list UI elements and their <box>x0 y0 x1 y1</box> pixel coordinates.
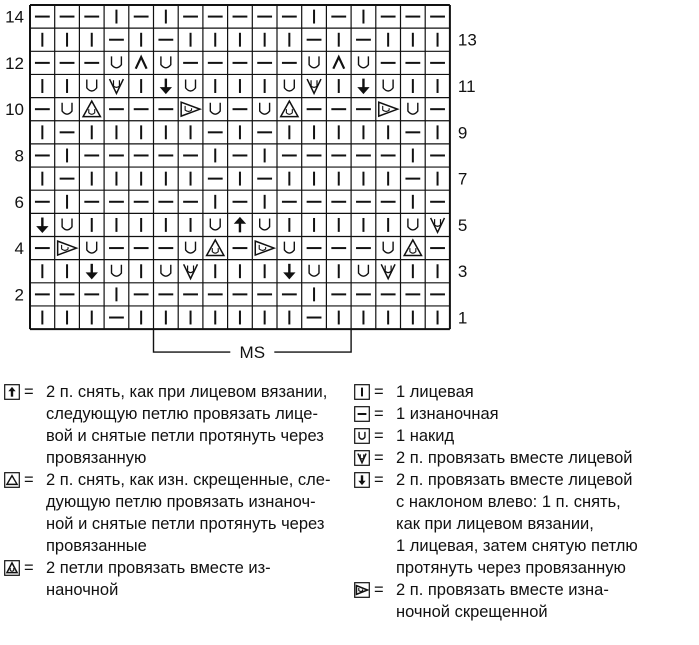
chart-cell <box>260 103 270 114</box>
legend-text: как при лицевом вязании, <box>396 515 594 533</box>
legend-entry-line <box>354 513 699 535</box>
chart-cell <box>283 264 295 280</box>
legend-text: дующую петлю провязать изнаноч- <box>46 493 316 511</box>
row-number-left: 4 <box>14 239 24 259</box>
row-number-right: 9 <box>457 123 468 143</box>
equals-sign: = <box>24 559 34 577</box>
legend-entry-line <box>354 601 699 623</box>
repeat-label: MS <box>239 343 266 363</box>
legend-entry-line <box>4 425 354 447</box>
chart-cell <box>62 218 72 229</box>
repeat-bracket-right <box>274 329 351 352</box>
chart-cell <box>186 242 196 253</box>
chart-cell <box>87 242 97 253</box>
chart-cell <box>379 102 398 116</box>
row-number-right: 13 <box>457 30 477 50</box>
legend-text: следующую петлю провязать лице- <box>46 405 318 423</box>
chart-cell <box>207 240 224 256</box>
chart-cell <box>404 240 421 256</box>
row-number-right: 11 <box>457 77 476 97</box>
equals-sign: = <box>24 383 34 401</box>
legend-text: провязанную <box>46 449 147 467</box>
legend-text: ной и снятые петли протянуть через <box>46 515 325 533</box>
chart-cell <box>408 218 418 229</box>
chart-cell <box>87 80 97 91</box>
legend-text: наночной <box>46 581 119 599</box>
chart-cell <box>184 264 198 278</box>
p2tog-tbl-icon <box>354 582 370 598</box>
legend-text: вой и снятые петли протянуть через <box>46 427 324 445</box>
row-number-left: 2 <box>14 285 24 305</box>
chart-cell <box>359 265 369 276</box>
legend-text: 1 лицевая <box>396 383 474 401</box>
legend-text: 1 лицевая, затем снятую петлю <box>396 537 638 555</box>
chart-cell <box>381 264 395 278</box>
legend-text: 2 п. снять, как изн. скрещенные, сле- <box>46 471 331 489</box>
chart-cell <box>359 56 369 67</box>
legend-entry-line <box>4 447 354 469</box>
legend-entry <box>354 579 699 601</box>
row-number-right: 1 <box>457 308 468 328</box>
chart-cell <box>112 265 122 276</box>
row-number-left: 14 <box>5 7 24 27</box>
arrow-down-icon <box>354 472 370 488</box>
legend-entry <box>354 403 699 425</box>
chart-cell <box>284 242 294 253</box>
chart-cell <box>112 56 122 67</box>
chart-cell <box>83 101 100 117</box>
chart-cell <box>58 241 77 255</box>
chart-cell <box>161 265 171 276</box>
legend-entry-line <box>354 535 699 557</box>
repeat-bracket-left <box>154 329 231 352</box>
purl-icon <box>354 406 370 422</box>
chart-cell <box>383 242 393 253</box>
equals-sign: = <box>374 449 384 467</box>
legend-entry <box>354 425 699 447</box>
row-number-right: 3 <box>457 262 468 282</box>
purl2tog-icon <box>4 560 20 576</box>
chart-cell <box>255 241 274 255</box>
legend-text: провязанные <box>46 537 147 555</box>
legend-entry <box>4 557 354 579</box>
row-number-right: 5 <box>457 215 468 235</box>
row-number-left: 6 <box>14 192 24 212</box>
chart-cell <box>234 217 246 233</box>
chart-cell <box>309 265 319 276</box>
legend-entry-line <box>4 491 354 513</box>
legend-entry <box>354 469 699 491</box>
legend-left <box>4 381 354 601</box>
legend-text: 2 петли провязать вместе из- <box>46 559 271 577</box>
legend-entry-line <box>354 491 699 513</box>
chart-cell <box>284 80 294 91</box>
chart-cell <box>431 218 445 232</box>
legend-text: ночной скрещенной <box>396 603 548 621</box>
chart-cell <box>281 101 298 117</box>
legend-text: 1 накид <box>396 427 455 445</box>
row-number-right: 7 <box>457 169 468 189</box>
legend-entry-line <box>4 535 354 557</box>
chart-cell <box>110 79 124 93</box>
legend-entry-line <box>4 579 354 601</box>
legend-text: с наклоном влево: 1 п. снять, <box>396 493 621 511</box>
chart-cell <box>210 218 220 229</box>
chart-cell <box>210 103 220 114</box>
equals-sign: = <box>374 383 384 401</box>
chart-cell <box>36 218 48 234</box>
k2tog-icon <box>354 450 370 466</box>
row-number-left: 10 <box>5 100 24 120</box>
legend-text: 2 п. провязать вместе изна- <box>396 581 609 599</box>
legend-entry-line <box>4 513 354 535</box>
chart-cell <box>383 80 393 91</box>
legend-entry-line <box>4 403 354 425</box>
legend-entry <box>4 469 354 491</box>
knit-icon <box>354 384 370 400</box>
legend-entry <box>354 447 699 469</box>
chart-cell <box>260 218 270 229</box>
equals-sign: = <box>374 471 384 489</box>
chart-cell <box>86 264 98 280</box>
chart-cell <box>181 102 200 116</box>
chart-cell <box>62 103 72 114</box>
equals-sign: = <box>374 405 384 423</box>
yo-icon <box>354 428 370 444</box>
chart-cell <box>161 56 171 67</box>
chart-cell <box>307 79 321 93</box>
legend-entry-line <box>354 557 699 579</box>
chart-cell <box>160 79 172 95</box>
legend-entry <box>4 381 354 403</box>
row-number-left: 8 <box>14 146 24 166</box>
chart-cell <box>357 79 369 95</box>
legend-text: 2 п. провязать вместе лицевой <box>396 471 633 489</box>
chart-cell <box>136 57 147 69</box>
row-number-left: 12 <box>5 53 24 73</box>
legend-text: 1 изнаночная <box>396 405 499 423</box>
legend-right <box>354 381 699 623</box>
legend-text: 2 п. провязать вместе лицевой <box>396 449 633 467</box>
legend-entry <box>354 381 699 403</box>
chart-cell <box>408 103 418 114</box>
chart-cell <box>186 80 196 91</box>
arrow-up-icon <box>4 384 20 400</box>
equals-sign: = <box>374 427 384 445</box>
equals-sign: = <box>374 581 384 599</box>
legend-text: протянуть через провязанную <box>396 559 626 577</box>
triangle-icon <box>4 472 20 488</box>
legend-text: 2 п. снять, как при лицевом вязании, <box>46 383 328 401</box>
chart-cell <box>333 57 344 69</box>
chart-cell <box>309 56 319 67</box>
equals-sign: = <box>24 471 34 489</box>
